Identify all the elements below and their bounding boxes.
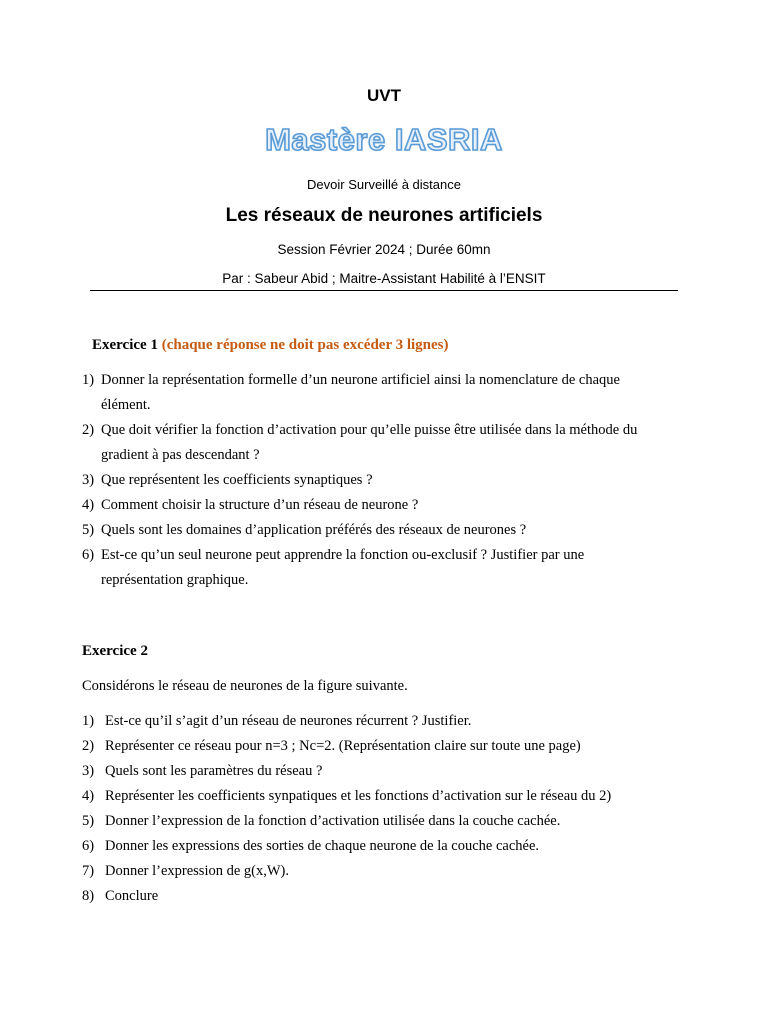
question-number: 6) (82, 838, 95, 854)
list-item (82, 518, 637, 543)
question-number: 1) (82, 713, 95, 729)
list-item (82, 784, 612, 809)
exercise1-heading (92, 337, 449, 354)
question-text-continued: représentation graphique. (101, 572, 249, 588)
list-item (82, 884, 611, 909)
session-info: Session Février 2024 ; Durée 60mn (277, 242, 491, 257)
question-text: Donner l’expression de g(x,W). (105, 863, 290, 879)
question-text: Comment choisir la structure d’un réseau de neurone ? (101, 497, 419, 513)
exercise2-questions (82, 709, 612, 909)
program-title: Mastère IASRIA (265, 122, 503, 157)
question-text: Donner les expressions des sorties de chaque neurone de la couche cachée. (105, 838, 540, 854)
exercise1-questions (82, 368, 638, 593)
question-number: 5) (82, 813, 95, 829)
header-divider (90, 290, 678, 291)
question-text-continued: gradient à pas descendant ? (101, 447, 260, 463)
author-info: Par : Sabeur Abid ; Maitre-Assistant Habilité à l’ENSIT (222, 271, 546, 286)
question-number: 4) (82, 497, 95, 513)
list-item (82, 493, 637, 518)
list-item (82, 809, 611, 834)
question-text: Représenter ce réseau pour n=3 ; Nc=2. (Représentation claire sur toute une page) (105, 738, 581, 754)
list-item (82, 834, 611, 859)
question-number: 7) (82, 863, 95, 879)
exercise2-heading: Exercice 2 (82, 643, 148, 659)
exercise2-intro: Considérons le réseau de neurones de la figure suivante. (82, 678, 408, 694)
question-text: Représenter les coefficients synpatiques et les fonctions d’activation sur le réseau du 2) (105, 788, 612, 804)
question-text: Que représentent les coefficients synaptiques ? (101, 472, 373, 488)
institution-name: UVT (367, 86, 401, 105)
question-text-continued: élément. (101, 397, 151, 413)
question-number: 3) (82, 763, 95, 779)
question-number: 4) (82, 788, 95, 804)
list-item (82, 368, 637, 418)
question-text: Donner l’expression de la fonction d’activation utilisée dans la couche cachée. (105, 813, 561, 829)
question-number: 2) (82, 738, 95, 754)
question-text: Donner la représentation formelle d’un neurone artificiel ainsi la nomenclature de chaque (101, 372, 620, 388)
exercise1-title: Exercice 1 (92, 337, 158, 353)
question-text: Que doit vérifier la fonction d’activation pour qu’elle puisse être utilisée dans la méthode du (101, 422, 638, 438)
question-text: Quels sont les paramètres du réseau ? (105, 763, 323, 779)
question-number: 3) (82, 472, 95, 488)
exam-title: Les réseaux de neurones artificiels (225, 205, 543, 226)
list-item (82, 759, 611, 784)
question-number: 8) (82, 888, 95, 904)
question-text: Est-ce qu’il s’agit d’un réseau de neurones récurrent ? Justifier. (105, 713, 472, 729)
question-text: Conclure (105, 888, 159, 904)
list-item (82, 543, 637, 593)
question-text: Est-ce qu’un seul neurone peut apprendre la fonction ou-exclusif ? Justifier par une (101, 547, 585, 563)
question-number: 1) (82, 372, 95, 388)
list-item (82, 709, 611, 734)
question-number: 5) (82, 522, 95, 538)
list-item (82, 468, 637, 493)
exercise1-note: (chaque réponse ne doit pas excéder 3 lignes) (161, 337, 449, 353)
list-item (82, 734, 611, 759)
question-text: Quels sont les domaines d’application préférés des réseaux de neurones ? (101, 522, 527, 538)
question-number: 6) (82, 547, 95, 563)
list-item (82, 859, 611, 884)
list-item (82, 418, 638, 468)
question-number: 2) (82, 422, 95, 438)
exam-type: Devoir Surveillé à distance (307, 177, 461, 192)
